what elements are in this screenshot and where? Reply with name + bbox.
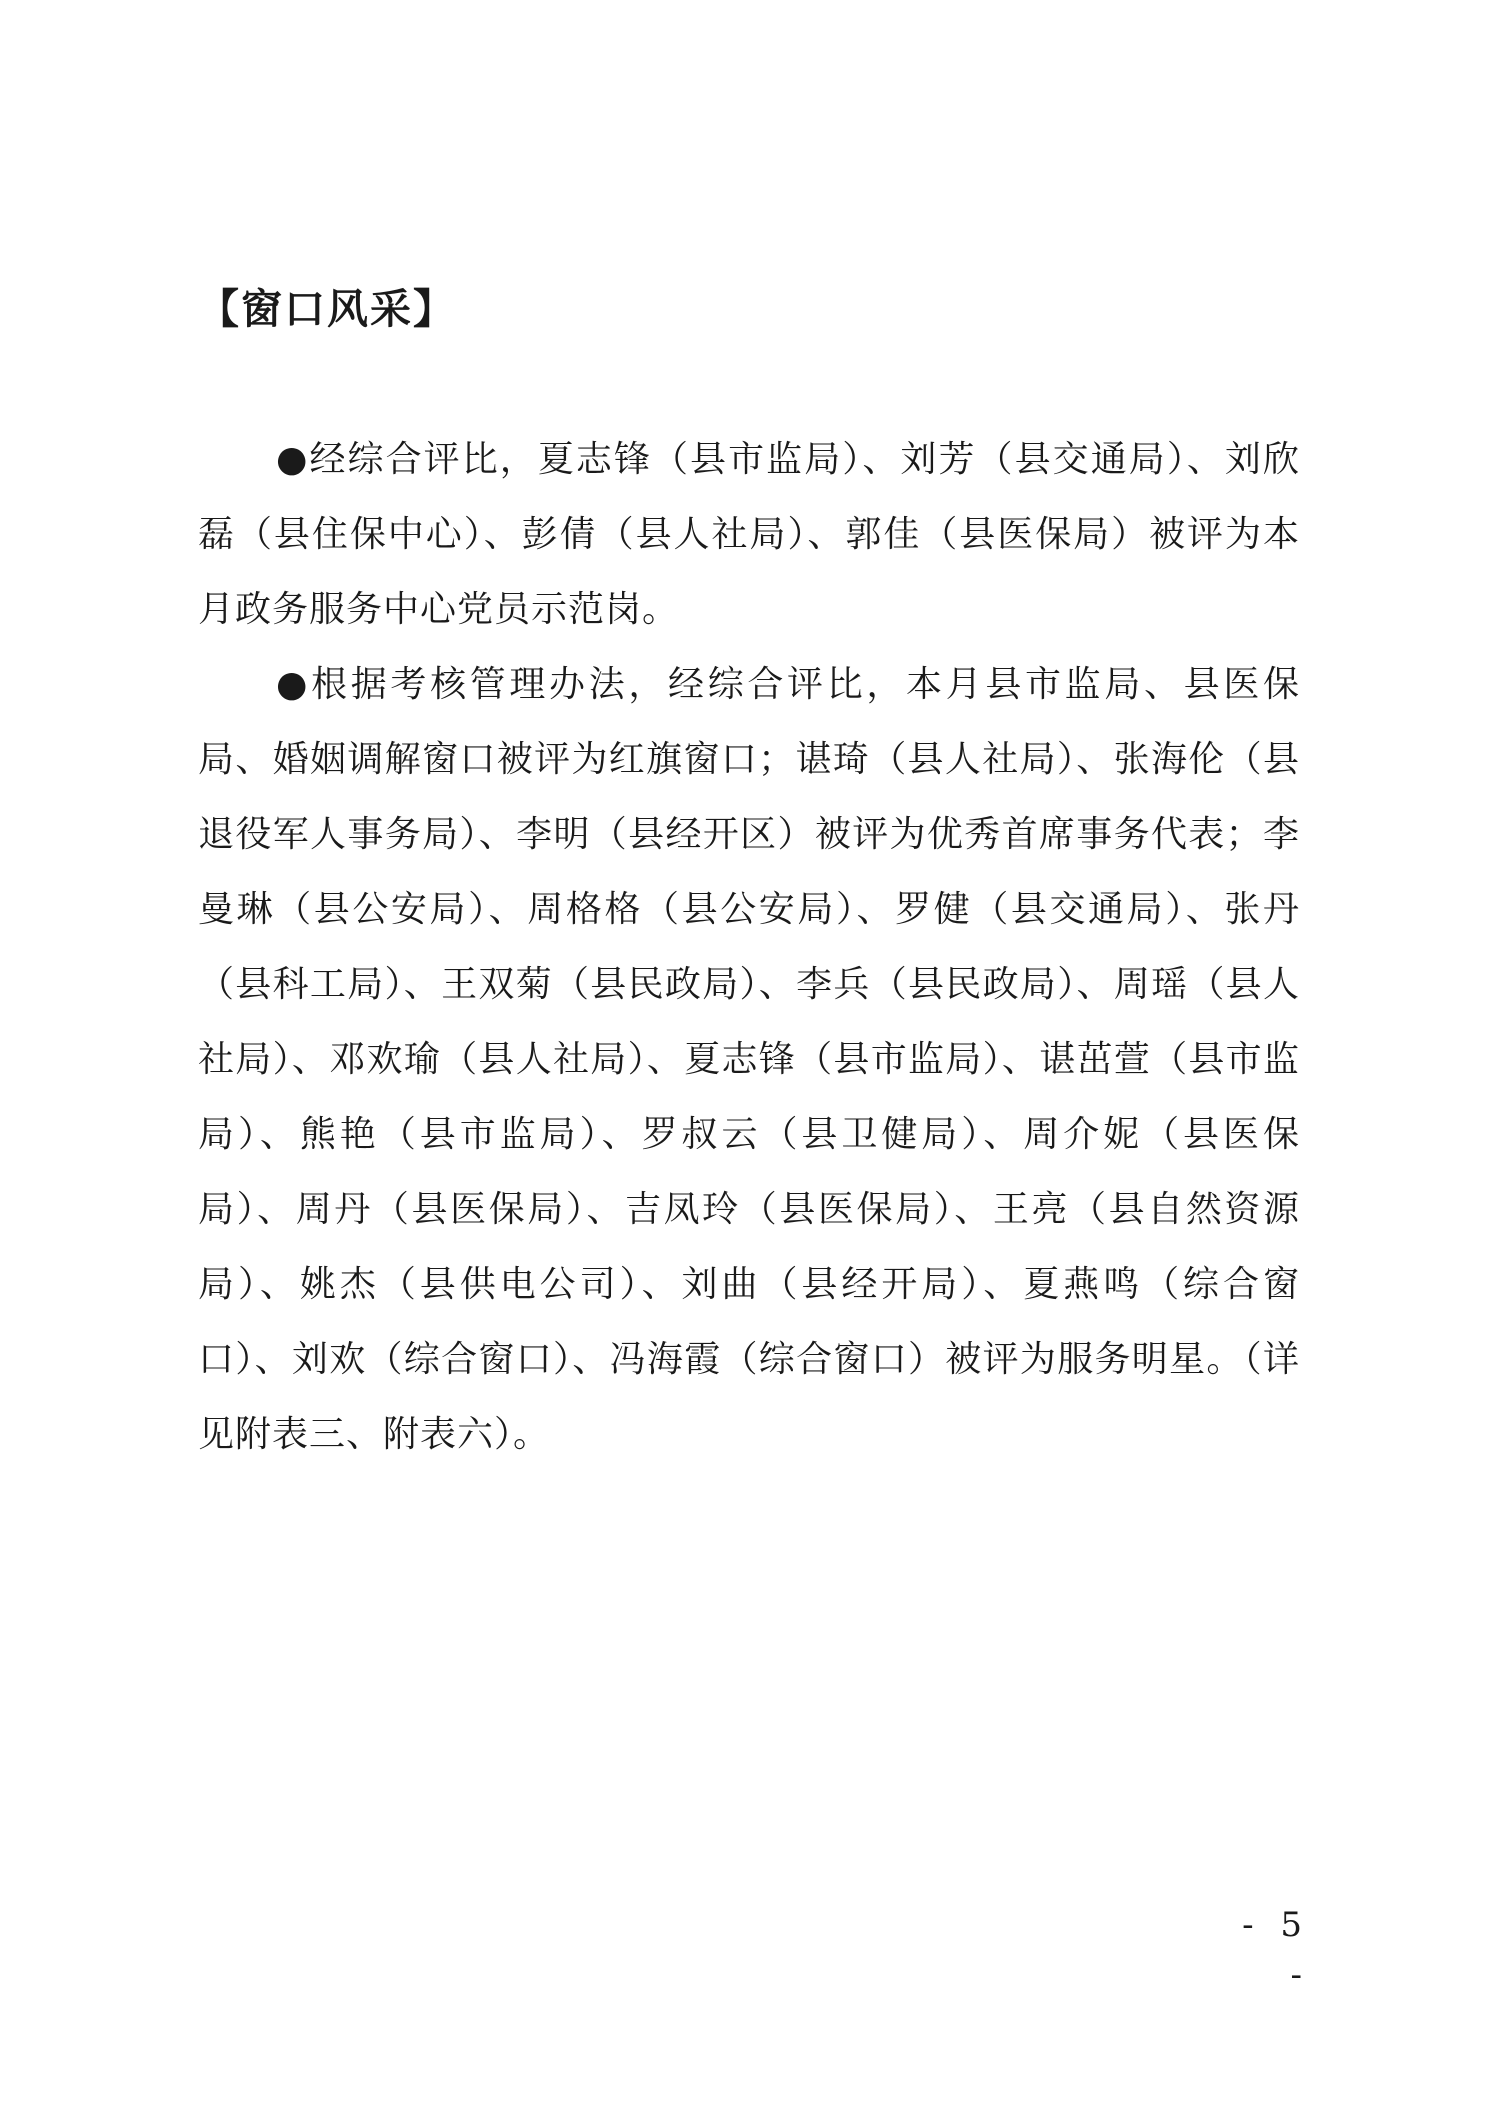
page-number: - 5 - xyxy=(1242,1905,1310,1995)
section-heading: 【窗口风采】 xyxy=(198,285,456,333)
paragraph-red-flag-windows: ●根据考核管理办法，经综合评比，本月县市监局、县医保局、婚姻调解窗口被评为红旗窗口；谌琦（县人社局）、张海伦（县退役军人事务局）、李明（县经开区）被评为优秀首席事务代表；李曼琳（县公安局）、周格格（县公安局）、罗健（县交通局）、张丹（县科工局）、王双菊（县民政局）、李兵（县民政局）、周瑶（县人社局）、邓欢瑜（县人社局）、夏志锋（县市监局）、谌茁萱（县市监局）、熊艳（县市监局）、罗叔云（县卫健局）、周介妮（县医保局）、周丹（县医保局）、吉凤玲（县医保局）、王亮（县自然资源局）、姚杰（县供电公司）、刘曲（县经开局）、夏燕鸣（综合窗口）、刘欢（综合窗口）、冯海霞（综合窗口）被评为服务明星。（详见附表三、附表六）。 xyxy=(198,664,1300,1455)
paragraph-party-model-posts: ●经综合评比，夏志锋（县市监局）、刘芳（县交通局）、刘欣磊（县住保中心）、彭倩（县人社局）、郭佳（县医保局）被评为本月政务服务中心党员示范岗。 xyxy=(198,439,1300,630)
section-body xyxy=(198,422,1300,1472)
